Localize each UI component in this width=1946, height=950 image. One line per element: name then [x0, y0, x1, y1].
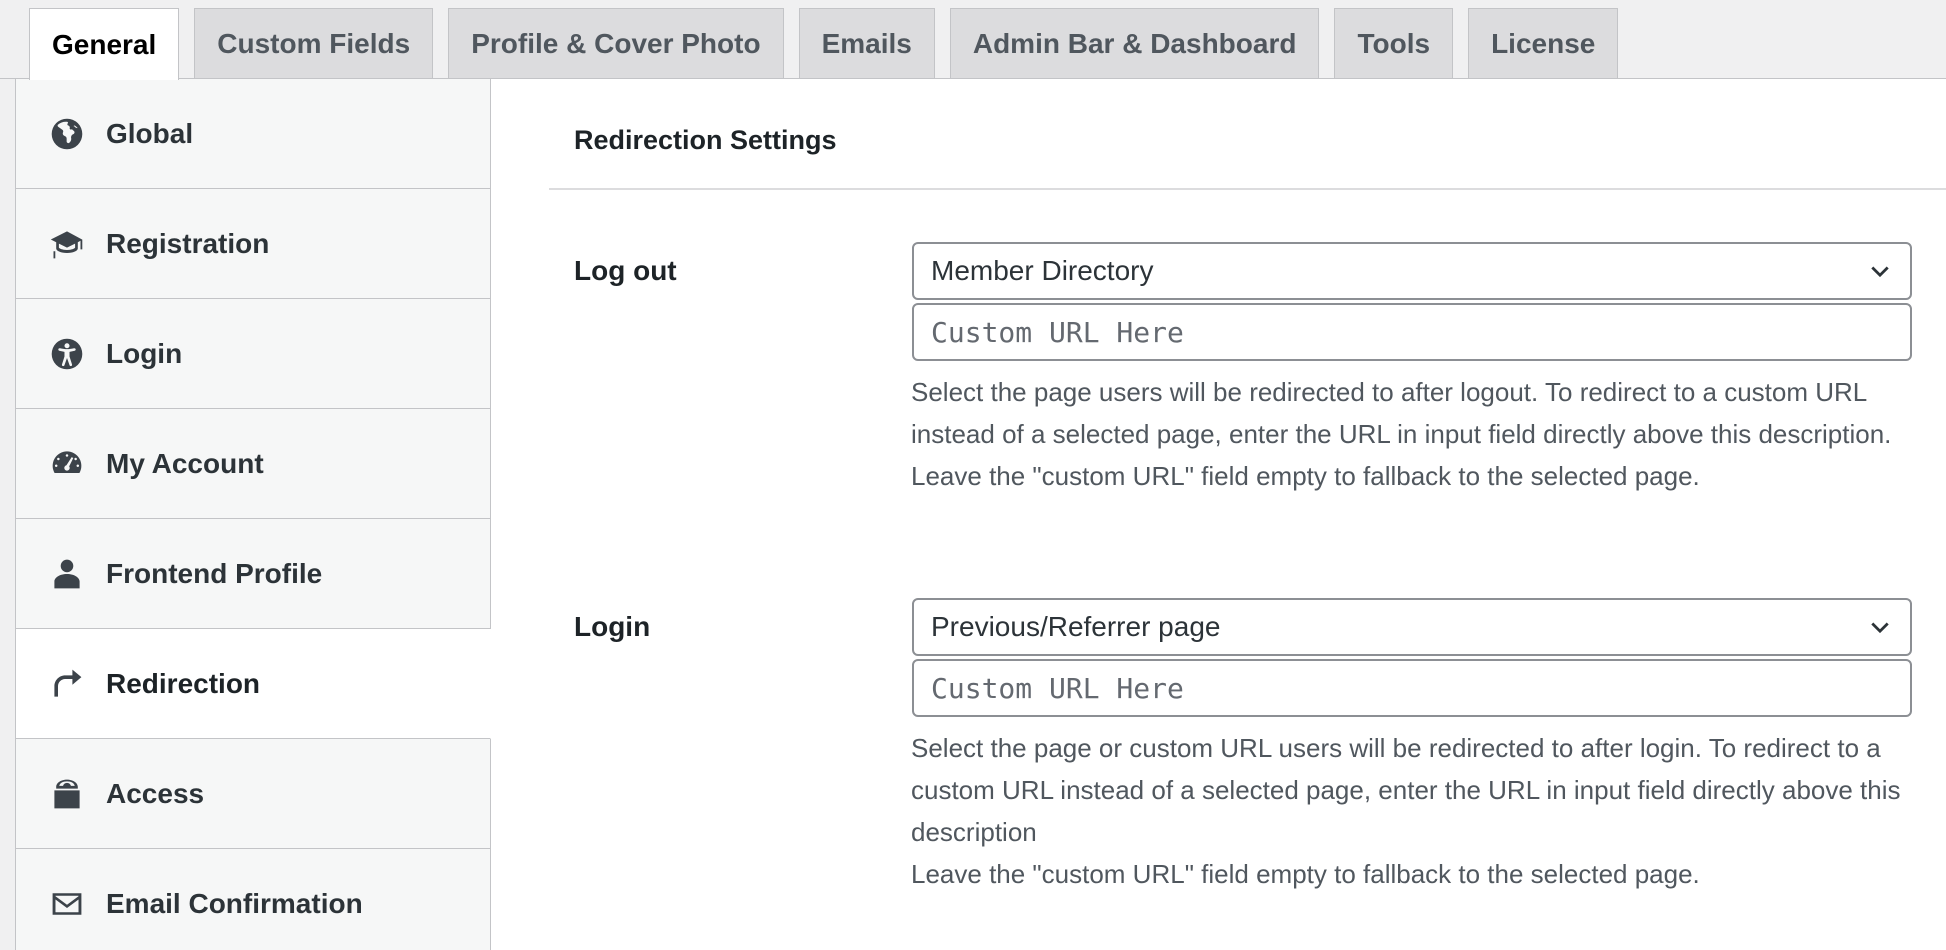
- sidebar-item-label: Login: [106, 337, 183, 369]
- store-icon: [48, 775, 86, 813]
- sidebar-item-label: Global: [106, 117, 194, 149]
- tab-general[interactable]: General: [29, 8, 179, 80]
- dashboard-gauge-icon: [48, 445, 86, 483]
- login-description: [911, 727, 1921, 895]
- graduation-cap-icon: [48, 225, 86, 263]
- sidebar-item-registration[interactable]: [16, 189, 491, 299]
- sidebar-item-redirection[interactable]: [16, 629, 491, 739]
- globe-icon: [48, 115, 86, 153]
- logout-custom-url-input[interactable]: [912, 303, 1912, 361]
- tab-license[interactable]: License: [1468, 8, 1618, 79]
- logout-selected-value: Member Directory: [931, 255, 1154, 286]
- sidebar-item-label: Registration: [106, 227, 270, 259]
- login-fallback-note: Leave the "custom URL" field empty to fallback to the selected page.: [911, 859, 1700, 889]
- sidebar-item-access[interactable]: [16, 739, 491, 849]
- sidebar-item-label: Access: [106, 777, 205, 809]
- user-icon: [48, 555, 86, 593]
- sidebar-item-login[interactable]: [16, 299, 491, 409]
- settings-tabs: [29, 8, 1633, 79]
- tab-admin-bar-dashboard[interactable]: Admin Bar & Dashboard: [950, 8, 1320, 79]
- logout-description-text: Select the page users will be redirected to after logout. To redirect to a custom URL instead of a selected page, enter the URL in input field directly above this description.: [911, 377, 1892, 449]
- tab-profile-cover-photo[interactable]: Profile & Cover Photo: [448, 8, 783, 79]
- logout-page-select[interactable]: [912, 242, 1912, 300]
- tab-custom-fields[interactable]: Custom Fields: [194, 8, 433, 79]
- redirection-settings: [549, 79, 1946, 950]
- envelope-icon: [48, 885, 86, 923]
- login-selected-value: Previous/Referrer page: [931, 611, 1221, 642]
- redo-arrow-icon: [48, 665, 86, 703]
- sidebar-item-label: My Account: [106, 447, 264, 479]
- sidebar-item-label: Email Confirmation: [106, 887, 363, 919]
- chevron-down-icon: [1866, 257, 1894, 285]
- tab-tools[interactable]: Tools: [1334, 8, 1453, 79]
- sidebar-item-email-confirmation[interactable]: [16, 849, 491, 950]
- chevron-down-icon: [1866, 613, 1894, 641]
- section-divider: [549, 188, 1946, 190]
- sidebar-item-global[interactable]: [16, 79, 491, 189]
- universal-access-icon: [48, 335, 86, 373]
- tab-emails[interactable]: Emails: [799, 8, 935, 79]
- login-description-text: Select the page or custom URL users will be redirected to after login. To redirect to a custom URL instead of a selected page, enter the URL in input field directly above this description: [911, 733, 1901, 847]
- sidebar-item-my-account[interactable]: [16, 409, 491, 519]
- settings-sidebar: [16, 79, 491, 950]
- sidebar-item-label: Frontend Profile: [106, 557, 323, 589]
- login-label: Login: [574, 611, 651, 642]
- login-page-select[interactable]: [912, 598, 1912, 656]
- logout-description: [911, 371, 1921, 497]
- logout-label: Log out: [574, 255, 677, 286]
- login-custom-url-input[interactable]: [912, 659, 1912, 717]
- sidebar-item-frontend-profile[interactable]: [16, 519, 491, 629]
- sidebar-item-label: Redirection: [106, 667, 261, 699]
- section-title: Redirection Settings: [574, 125, 837, 155]
- logout-fallback-note: Leave the "custom URL" field empty to fallback to the selected page.: [911, 461, 1700, 491]
- settings-panel: [15, 79, 1946, 950]
